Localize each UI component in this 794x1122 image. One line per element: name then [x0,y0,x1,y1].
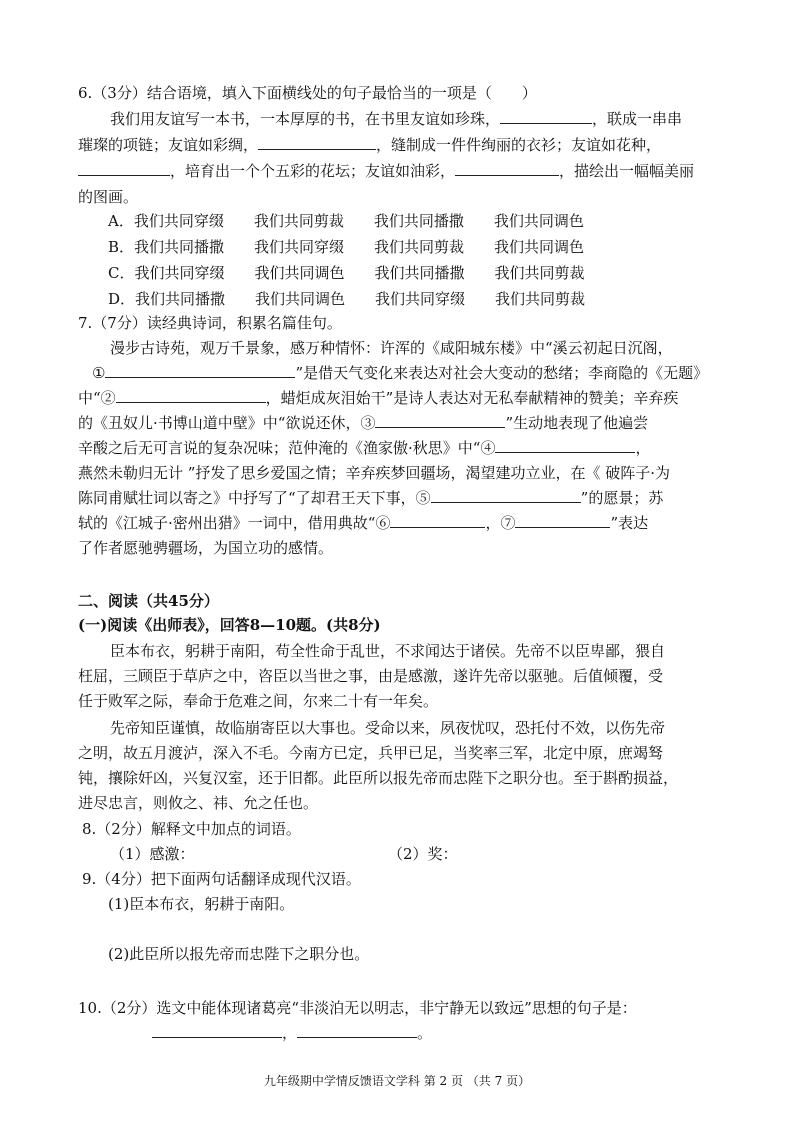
q6-blank-2[interactable] [258,135,376,150]
option-item: 我们共同播撒 [135,290,226,308]
passage-line: 之明，故五月渡泸，深入不毛。今南方已定，兵甲已足，当奖率三军，北定中原，庶竭驽 [78,744,664,762]
q7-line: 了作者愿驰骋疆场，为国立功的感情。 [78,539,334,557]
q7-text: ，⑦ [485,514,516,532]
option-item: 我们共同调色 [494,238,585,256]
q9-sentence-2: (2)此臣所以报先帝而忠陛下之职分也。 [108,945,370,963]
passage-line: 枉屈，三顾臣于草庐之中，咨臣以当世之事，由是感激，遂许先帝以驱驰。后值倾覆，受 [78,667,664,685]
q7-text: 中“② [78,389,116,407]
q10-stem: 10.（2分）选文中能体现诸葛亮“非淡泊无以明志，非宁静无以致远”思想的句子是： [78,999,637,1017]
q10-blank-2[interactable] [297,1023,417,1038]
passage-line: 钝，攘除奸凶，兴复汉室，还于旧都。此臣所以报先帝而忠陛下之职分也。至于斟酌损益， [78,769,679,787]
q10-blank-1[interactable] [152,1023,282,1038]
option-letter: C． [108,264,135,282]
option-b[interactable] [108,236,584,257]
option-item: 我们共同剪裁 [494,264,585,282]
q7-blank-1[interactable] [105,363,295,378]
q10-answer-line [152,1022,432,1043]
q6-stem: 6.（3分）结合语境，填入下面横线处的句子最恰当的一项是（ ） [78,84,537,102]
q7-line [92,362,708,383]
option-item: 我们共同穿缀 [375,290,466,308]
q9-sentence-1: (1)臣本布衣，躬耕于南阳。 [108,895,295,913]
option-item: 我们共同播撒 [373,212,464,230]
section-title: 二、阅读（共45分） [78,592,219,610]
option-d[interactable] [108,288,585,309]
q7-stem: 7.（7分）读经典诗词，积累名篇佳句。 [78,314,342,332]
q6-blank-4[interactable] [455,161,559,176]
q10-separator: ， [282,1024,298,1042]
q7-blank-5[interactable] [431,488,581,503]
option-item: 我们共同穿缀 [133,212,224,230]
passage-line: 任于败军之际，奉命于危难之间，尔来二十有一年矣。 [78,692,439,710]
q7-text: ”生动地表现了他遍尝 [505,414,649,432]
option-item: 我们共同剪裁 [374,238,465,256]
q6-text: 璀璨的项链；友谊如彩绸， [78,136,259,154]
q7-text: 的《丑奴儿·书博山道中壁》中“欲说还休，③ [78,414,376,432]
q6-text: ，缝制成一件件绚丽的衣衫；友谊如花种， [376,136,662,154]
option-item: 我们共同调色 [493,212,584,230]
option-item: 我们共同播撒 [374,264,465,282]
q6-text: ，培育出一个个五彩的花坛；友谊如油彩， [170,162,456,180]
q7-blank-2[interactable] [116,388,266,403]
passage-line: 先帝知臣谨慎，故临崩寄臣以大事也。受命以来，夙夜忧叹，恐托付不效，以伤先帝 [110,719,666,737]
q6-text: 我们用友谊写一本书，一本厚厚的书，在书里友谊如珍珠， [110,110,501,128]
q7-text: ”的愿景；苏 [580,489,664,507]
option-item: 我们共同播撒 [134,238,225,256]
q7-line [78,387,678,408]
option-letter: A． [108,212,134,230]
q7-blank-4[interactable] [495,438,635,453]
q7-line: 燕然未勒归无计 ”抒发了思乡爱国之情；辛弃疾梦回疆场，渴望建功立业，在《 破阵子·为 [78,464,670,482]
q6-passage-line [110,108,682,129]
passage-line: 进尽忠言，则攸之、祎、允之任也。 [78,794,319,812]
option-letter: B． [108,238,135,256]
q7-line: 漫步古诗苑，观万千景象，感万种情怀：许浑的《咸阳城东楼》中“溪云初起日沉阁， [110,339,673,357]
q7-line [78,412,648,433]
q7-text: ”是借天气变化来表达对社会大变动的愁绪；李商隐的《无题》 [295,364,709,382]
q7-blank-6[interactable] [390,513,485,528]
option-item: 我们共同穿缀 [134,264,225,282]
q8-stem: 8.（2分）解释文中加点的词语。 [82,820,301,838]
q8-item-1: （1）感激： [110,845,195,863]
q6-blank-3[interactable] [78,161,170,176]
q8-item-2: （2）奖： [388,845,458,863]
option-c[interactable] [108,262,585,283]
q7-text: 轼的《江城子·密州出猎》一词中，借用典故“⑥ [78,514,391,532]
q6-passage-line [78,160,694,181]
q7-text: 辛酸之后无可言说的复杂况味；范仲淹的《渔家傲·秋思》中“④ [78,439,496,457]
q6-passage-line [78,134,661,155]
option-item: 我们共同调色 [254,264,345,282]
q7-line [78,487,663,508]
option-item: 我们共同剪裁 [495,290,586,308]
q7-text: ① [92,364,106,382]
q7-text: ，蜡炬成灰泪始干”是诗人表达对无私奉献精神的赞美；辛弃疾 [265,389,679,407]
q6-text: ，描绘出一幅幅美丽 [559,162,695,180]
q7-text: 陈同甫赋壮词以寄之》中抒写了“了却君王天下事，⑤ [78,489,431,507]
q7-text: ， [635,439,651,457]
q6-passage-line: 的图画。 [78,188,139,206]
option-item: 我们共同穿缀 [254,238,345,256]
q6-blank-1[interactable] [500,109,592,124]
page-footer: 九年级期中学情反馈语文学科 第 2 页 （共 7 页） [263,1074,531,1088]
option-item: 我们共同调色 [255,290,346,308]
q7-text: ”表达 [610,514,649,532]
option-item: 我们共同剪裁 [253,212,344,230]
reading-subtitle: (一)阅读《出师表》，回答8—10题。(共8分) [78,616,381,634]
q7-line [78,437,650,458]
q9-stem: 9.（4分）把下面两句话翻译成现代汉语。 [82,870,361,888]
option-a[interactable] [108,210,584,231]
q10-end: 。 [417,1024,433,1042]
passage-line: 臣本布衣，躬耕于南阳，苟全性命于乱世，不求闻达于诸侯。先帝不以臣卑鄙，猥自 [110,642,666,660]
q6-text: ，联成一串串 [592,110,683,128]
q7-line [78,512,648,533]
option-letter: D． [108,290,136,308]
q7-blank-7[interactable] [515,513,610,528]
q7-blank-3[interactable] [375,413,505,428]
